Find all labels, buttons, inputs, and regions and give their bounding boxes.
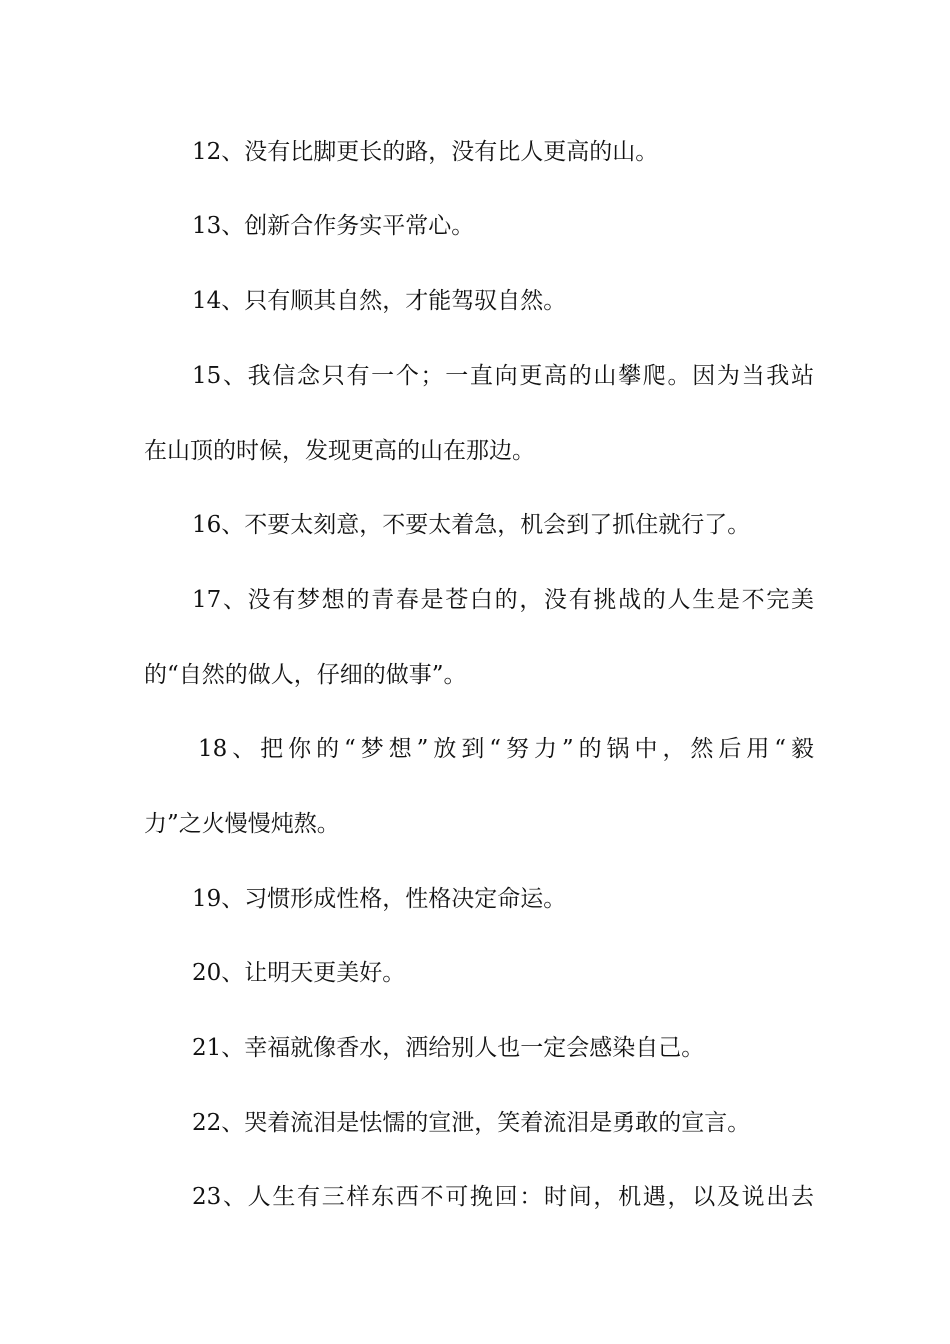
quote-line-20: 20、让明天更美好。 [192,960,406,986]
quote-line-18a: 18、把你的“梦想”放到“努力”的锅中，然后用“毅 [198,736,814,762]
quote-line-15b: 在山顶的时候，发现更高的山在那边。 [144,438,535,464]
quote-line-16: 16、不要太刻意，不要太着急，机会到了抓住就行了。 [192,512,751,538]
quote-line-13: 13、创新合作务实平常心。 [192,213,475,239]
quote-line-23: 23、人生有三样东西不可挽回：时间，机遇，以及说出去 [192,1184,814,1210]
quote-line-14: 14、只有顺其自然，才能驾驭自然。 [192,288,567,314]
quote-line-15a: 15、我信念只有一个；一直向更高的山攀爬。因为当我站 [192,363,814,389]
quote-line-18b: 力”之火慢慢炖熬。 [144,811,340,837]
quote-line-19: 19、习惯形成性格，性格决定命运。 [192,886,567,912]
quote-line-17b: 的“自然的做人，仔细的做事”。 [144,662,467,688]
quote-line-21: 21、幸福就像香水，洒给别人也一定会感染自己。 [192,1035,705,1061]
quote-line-22: 22、哭着流泪是怯懦的宣泄，笑着流泪是勇敢的宣言。 [192,1110,751,1136]
quote-line-17a: 17、没有梦想的青春是苍白的，没有挑战的人生是不完美 [192,587,814,613]
quote-line-12: 12、没有比脚更长的路，没有比人更高的山。 [192,139,659,165]
